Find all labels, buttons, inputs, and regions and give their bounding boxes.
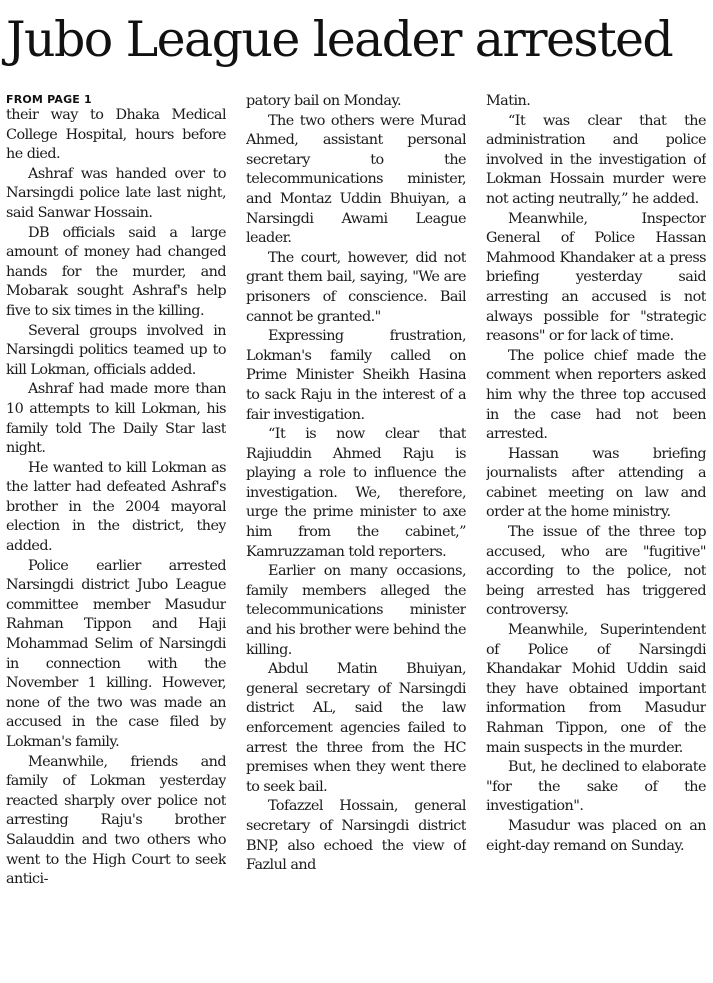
article-body bbox=[6, 92, 706, 980]
paragraph: their way to Dhaka Medical College Hospital, hours before he died. bbox=[6, 107, 226, 163]
paragraph: The issue of the three top accused, who are "fugitive" according to the police, not being arrested has triggered controversy. bbox=[486, 524, 706, 619]
paragraph: Meanwhile, Superintendent of Police of Narsingdi Khandakar Mohid Uddin said they have obtained important information from Masudur Rahman Tippon, one of the main suspects in the murder. bbox=[486, 622, 706, 756]
paragraph: Meanwhile, friends and family of Lokman yesterday reacted sharply over police not arresting Raju's brother Salauddin and two others who went to the High Court to seek antici- bbox=[6, 753, 226, 888]
paragraph: Ashraf had made more than 10 attempts to kill Lokman, his family told The Daily Star last night. bbox=[6, 381, 226, 457]
paragraph: Expressing frustration, Lokman's family called on Prime Minister Sheikh Hasina to sack Raju in the interest of a fair investigation. bbox=[246, 328, 466, 423]
paragraph: “It is now clear that Rajiuddin Ahmed Raju is playing a role to influence the investigation. We, therefore, urge the prime minister to axe him from the cabinet,” Kamruzzaman told reporters. bbox=[246, 426, 466, 560]
paragraph: Hassan was briefing journalists after attending a cabinet meeting on law and order at the home ministry. bbox=[486, 445, 706, 521]
paragraph: DB officials said a large amount of money had changed hands for the murder, and Mobarak sought Ashraf's help five to six times in the killing. bbox=[6, 224, 226, 319]
paragraph: Abdul Matin Bhuiyan, general secretary of Narsingdi district AL, said the law enforcement agencies failed to arrest the three from the HC premises when they went there to seek bail. bbox=[246, 661, 466, 795]
paragraph: patory bail on Monday. bbox=[246, 93, 402, 109]
continuation-kicker: FROM PAGE 1 bbox=[6, 93, 92, 106]
column-1 bbox=[6, 92, 226, 980]
paragraph: The two others were Murad Ahmed, assistant personal secretary to the telecommunications minister, and Montaz Uddin Bhuiyan, a Narsingdi Awami League leader. bbox=[246, 112, 466, 247]
paragraph: The police chief made the comment when reporters asked him why the three top accused in the case had not been arrested. bbox=[486, 347, 706, 443]
paragraph: The court, however, did not grant them bail, saying, "We are prisoners of conscience. Bail cannot be granted." bbox=[246, 249, 466, 325]
paragraph: Tofazzel Hossain, general secretary of Narsingdi district BNP, also echoed the view of Fazlul and bbox=[246, 798, 466, 874]
paragraph: “It was clear that the administration and police involved in the investigation of Lokman Hossain murder were not acting neutrally,” he added. bbox=[486, 112, 706, 207]
paragraph: Matin. bbox=[486, 93, 531, 109]
paragraph: Several groups involved in Narsingdi politics teamed up to kill Lokman, officials added. bbox=[6, 322, 226, 378]
paragraph: But, he declined to elaborate "for the sake of the investigation". bbox=[486, 759, 706, 815]
paragraph: Masudur was placed on an eight-day remand on Sunday. bbox=[486, 817, 706, 854]
column-3 bbox=[486, 92, 706, 980]
paragraph: He wanted to kill Lokman as the latter had defeated Ashraf's brother in the 2004 mayoral election in the district, they added. bbox=[6, 459, 226, 555]
paragraph: Police earlier arrested Narsingdi district Jubo League committee member Masudur Rahman Tippon and Haji Mohammad Selim of Narsingdi in connection with the November 1 killing. However, none of the two was made an accused in the case filed by Lokman's family. bbox=[6, 557, 226, 750]
headline: Jubo League leader arrested bbox=[6, 11, 673, 68]
paragraph: Earlier on many occasions, family members alleged the telecommunications minister and his brother were behind the killing. bbox=[246, 563, 466, 658]
paragraph: Ashraf was handed over to Narsingdi police late last night, said Sanwar Hossain. bbox=[6, 165, 226, 221]
column-2 bbox=[246, 92, 466, 980]
paragraph: Meanwhile, Inspector General of Police Hassan Mahmood Khandaker at a press briefing yesterday said arresting an accused is not always possible for "strategic reasons" or for lack of time. bbox=[486, 210, 706, 345]
